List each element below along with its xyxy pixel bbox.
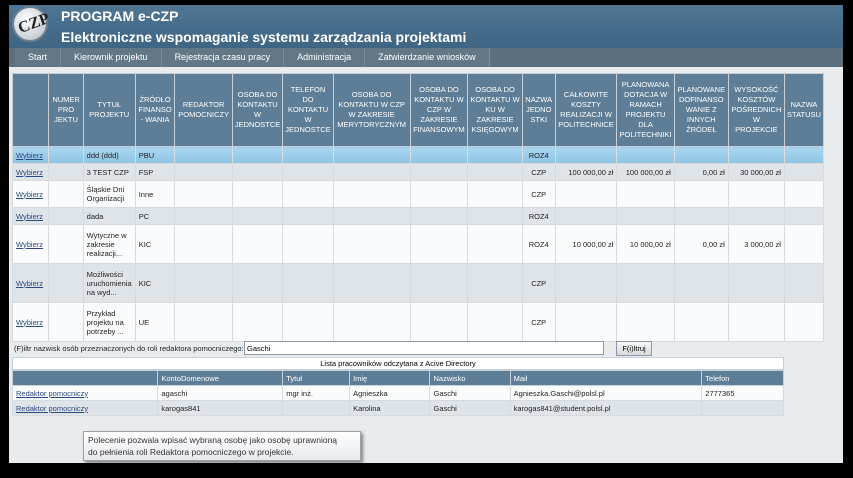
grid-cell xyxy=(468,147,523,164)
user-row xyxy=(13,401,784,416)
user-cell: Karolina xyxy=(350,401,430,416)
grid-cell xyxy=(728,208,784,225)
users-header-cell: Imię xyxy=(350,371,430,386)
project-row xyxy=(13,147,824,164)
select-cell xyxy=(13,164,49,181)
grid-cell xyxy=(674,181,728,208)
grid-header-cell: NUMER PRO JEKTU xyxy=(49,74,83,147)
grid-header-cell: ŹRÓDŁO FINANSO - WANIA xyxy=(135,74,175,147)
grid-cell xyxy=(333,303,410,342)
user-cell: mgr inż. xyxy=(283,386,350,401)
grid-cell xyxy=(175,164,232,181)
tooltip xyxy=(83,431,361,461)
select-project-link[interactable]: Wybierz xyxy=(16,317,44,327)
nav-administracja[interactable]: Administracja xyxy=(284,48,365,67)
grid-cell xyxy=(555,264,617,303)
grid-cell: 3 000,00 zł xyxy=(728,225,784,264)
grid-cell: FSP xyxy=(135,164,175,181)
grid-cell xyxy=(175,208,232,225)
grid-cell xyxy=(674,264,728,303)
users-header-cell: Mail xyxy=(510,371,702,386)
user-cell: agaschi xyxy=(158,386,283,401)
projects-grid xyxy=(12,73,824,342)
filter-input[interactable] xyxy=(244,341,604,355)
grid-cell xyxy=(410,225,468,264)
tooltip-line-2: do pełnienia roli Redaktora pomocniczego w projekcie. xyxy=(88,447,294,457)
grid-cell: ROZ4 xyxy=(522,208,555,225)
grid-cell: PBU xyxy=(135,147,175,164)
users-list xyxy=(12,357,784,416)
users-table xyxy=(12,370,784,416)
project-row xyxy=(13,164,824,181)
user-cell: 2777365 xyxy=(702,386,784,401)
grid-cell xyxy=(283,303,333,342)
select-cell xyxy=(13,303,49,342)
grid-cell xyxy=(555,208,617,225)
grid-header-cell: NAZWA JEDNO STKI xyxy=(522,74,555,147)
grid-cell xyxy=(410,303,468,342)
grid-cell xyxy=(728,147,784,164)
grid-cell xyxy=(175,264,232,303)
grid-cell: UE xyxy=(135,303,175,342)
select-cell xyxy=(13,147,49,164)
grid-cell xyxy=(555,303,617,342)
grid-cell xyxy=(784,164,823,181)
grid-cell: PC xyxy=(135,208,175,225)
grid-cell: 3 TEST CZP xyxy=(83,164,135,181)
grid-cell: 100 000,00 zł xyxy=(617,164,674,181)
assign-editor-link[interactable]: Redaktor pomocniczy xyxy=(16,403,89,413)
select-project-link[interactable]: Wybierz xyxy=(16,189,44,199)
grid-cell xyxy=(283,225,333,264)
grid-cell: ROZ4 xyxy=(522,225,555,264)
grid-cell xyxy=(283,147,333,164)
select-cell xyxy=(13,264,49,303)
grid-cell xyxy=(49,164,83,181)
grid-header-row xyxy=(13,74,824,147)
select-cell xyxy=(13,225,49,264)
user-cell: karogas841 xyxy=(158,401,283,416)
grid-cell: 0,00 zł xyxy=(674,225,728,264)
grid-cell xyxy=(333,147,410,164)
assign-cell xyxy=(13,386,158,401)
grid-cell: CZP xyxy=(522,264,555,303)
grid-cell: Przykład projektu na potrzeby ... xyxy=(83,303,135,342)
project-row xyxy=(13,225,824,264)
grid-cell xyxy=(728,303,784,342)
grid-cell xyxy=(333,164,410,181)
grid-cell xyxy=(468,208,523,225)
grid-header-cell: OSOBA DO KONTAKTU W CZP W ZAKRESIE MERYTORYCZNYM xyxy=(333,74,410,147)
grid-cell xyxy=(175,225,232,264)
projects-grid-container xyxy=(12,73,824,342)
grid-cell xyxy=(468,181,523,208)
nav-kierownik-projektu[interactable]: Kierownik projektu xyxy=(61,48,162,67)
select-project-link[interactable]: Wybierz xyxy=(16,167,44,177)
grid-cell xyxy=(333,208,410,225)
grid-cell: dada xyxy=(83,208,135,225)
filter-label: (F)iltr nazwisk osób przeznaczonych do roli redaktora pomocniczego: xyxy=(14,344,244,353)
grid-cell: CZP xyxy=(522,164,555,181)
grid-cell xyxy=(784,147,823,164)
grid-cell xyxy=(283,181,333,208)
header xyxy=(9,5,843,48)
select-cell xyxy=(13,208,49,225)
user-row xyxy=(13,386,784,401)
select-project-link[interactable]: Wybierz xyxy=(16,278,44,288)
grid-cell xyxy=(49,147,83,164)
grid-cell xyxy=(728,181,784,208)
user-cell: Gaschi xyxy=(430,386,510,401)
grid-body xyxy=(13,147,824,342)
filter-button[interactable]: F(i)ltruj xyxy=(616,341,652,356)
grid-cell xyxy=(232,164,282,181)
nav-zatwierdzanie[interactable]: Zatwierdzanie wniosków xyxy=(365,48,490,67)
grid-cell xyxy=(410,147,468,164)
grid-cell xyxy=(49,181,83,208)
grid-header-cell: OSOBA DO KONTAKTU W KU W ZAKRESIE KSIĘGOWYM xyxy=(468,74,523,147)
user-cell xyxy=(283,401,350,416)
grid-cell xyxy=(555,147,617,164)
grid-cell xyxy=(468,225,523,264)
users-body xyxy=(13,386,784,416)
grid-cell: CZP xyxy=(522,303,555,342)
grid-cell xyxy=(232,225,282,264)
grid-cell xyxy=(617,181,674,208)
nav-rejestracja-czasu[interactable]: Rejestracja czasu pracy xyxy=(162,48,285,67)
czp-logo: CZP xyxy=(12,6,48,42)
grid-header-cell: OSOBA DO KONTAKTU W JEDNOSTCE xyxy=(232,74,282,147)
grid-cell xyxy=(232,147,282,164)
grid-cell xyxy=(674,208,728,225)
grid-cell xyxy=(333,181,410,208)
select-project-link[interactable]: Wybierz xyxy=(16,150,44,160)
grid-header-cell: CAŁKOWITE KOSZTY REALIZACJI W POLITECHNICE xyxy=(555,74,617,147)
tooltip-line-1: Polecenie pozwala wpisać wybraną osobę jako osobę uprawnioną xyxy=(88,435,338,445)
grid-cell xyxy=(784,208,823,225)
grid-cell xyxy=(283,208,333,225)
users-header-cell: KontoDomenowe xyxy=(158,371,283,386)
grid-cell xyxy=(49,208,83,225)
grid-cell: Śląskie Dni Organizacji xyxy=(83,181,135,208)
project-row xyxy=(13,264,824,303)
grid-cell xyxy=(784,264,823,303)
grid-cell: 30 000,00 zł xyxy=(728,164,784,181)
project-row xyxy=(13,303,824,342)
grid-cell xyxy=(333,225,410,264)
grid-cell xyxy=(283,164,333,181)
grid-cell xyxy=(617,208,674,225)
grid-cell xyxy=(468,264,523,303)
user-cell: Agnieszka xyxy=(350,386,430,401)
select-project-link[interactable]: Wybierz xyxy=(16,239,44,249)
grid-cell xyxy=(410,264,468,303)
grid-header-cell: TELEFON DO KONTAKTU W JEDNOSTCE xyxy=(283,74,333,147)
grid-header-cell: TYTUŁ PROJEKTU xyxy=(83,74,135,147)
grid-cell xyxy=(283,264,333,303)
grid-cell xyxy=(617,264,674,303)
grid-cell xyxy=(175,181,232,208)
grid-cell xyxy=(674,147,728,164)
grid-cell xyxy=(410,208,468,225)
grid-cell xyxy=(784,303,823,342)
users-header-cell xyxy=(13,371,158,386)
grid-header-cell: PLANOWANE DOFINANSO WANIE Z INNYCH ŹRÓDEŁ xyxy=(674,74,728,147)
app-subtitle: Elektroniczne wspomaganie systemu zarządzania projektami xyxy=(61,29,467,45)
grid-cell xyxy=(175,303,232,342)
assign-editor-link[interactable]: Redaktor pomocniczy xyxy=(16,388,89,398)
grid-cell xyxy=(49,303,83,342)
grid-cell xyxy=(410,181,468,208)
filter-bar xyxy=(12,341,824,357)
grid-cell xyxy=(232,264,282,303)
grid-cell xyxy=(674,303,728,342)
grid-cell xyxy=(728,264,784,303)
assign-cell xyxy=(13,401,158,416)
grid-cell xyxy=(333,264,410,303)
grid-cell xyxy=(784,181,823,208)
grid-cell xyxy=(784,225,823,264)
users-caption: Lista pracowników odczytana z Acive Directory xyxy=(12,357,784,370)
grid-cell xyxy=(468,164,523,181)
users-header-cell: Tytuł xyxy=(283,371,350,386)
grid-cell xyxy=(410,164,468,181)
grid-header-cell: REDAKTOR POMOCNICZY xyxy=(175,74,232,147)
user-cell: Agnieszka.Gaschi@polsl.pl xyxy=(510,386,702,401)
grid-header-cell xyxy=(13,74,49,147)
grid-cell: ddd (ddd) xyxy=(83,147,135,164)
grid-cell: 10 000,00 zł xyxy=(617,225,674,264)
grid-cell: CZP xyxy=(522,181,555,208)
grid-cell: KIC xyxy=(135,264,175,303)
grid-cell: 0,00 zł xyxy=(674,164,728,181)
grid-cell: Możliwości uruchomienia na wyd... xyxy=(83,264,135,303)
grid-header-cell: WYSOKOŚĆ KOSZTÓW POŚREDNICH W PROJEKCIE xyxy=(728,74,784,147)
grid-cell xyxy=(49,264,83,303)
user-cell: karogas841@student.polsl.pl xyxy=(510,401,702,416)
grid-cell xyxy=(617,303,674,342)
grid-cell xyxy=(232,303,282,342)
project-row xyxy=(13,181,824,208)
project-row xyxy=(13,208,824,225)
grid-header-cell: OSOBA DO KONTAKTU W CZP W ZAKRESIE FINANSOWYM xyxy=(410,74,468,147)
grid-cell: ROZ4 xyxy=(522,147,555,164)
grid-cell xyxy=(175,147,232,164)
grid-cell: 100 000,00 zł xyxy=(555,164,617,181)
grid-cell xyxy=(49,225,83,264)
grid-cell xyxy=(555,181,617,208)
grid-cell: KIC xyxy=(135,225,175,264)
main-nav xyxy=(9,48,843,67)
select-cell xyxy=(13,181,49,208)
app-title: PROGRAM e-CZP xyxy=(61,8,179,24)
grid-cell: Wytyczne w zakresie realizacji... xyxy=(83,225,135,264)
users-header-cell: Nazwisko xyxy=(430,371,510,386)
grid-header-cell: PLANOWANA DOTACJA W RAMACH PROJEKTU DLA POLITECHNIKI xyxy=(617,74,674,147)
grid-cell xyxy=(468,303,523,342)
select-project-link[interactable]: Wybierz xyxy=(16,211,44,221)
user-cell xyxy=(702,401,784,416)
users-header-cell: Telefon xyxy=(702,371,784,386)
users-header-row xyxy=(13,371,784,386)
user-cell: Gaschi xyxy=(430,401,510,416)
nav-start[interactable]: Start xyxy=(15,48,61,67)
grid-header-cell: NAZWA STATUSU xyxy=(784,74,823,147)
grid-cell xyxy=(232,181,282,208)
grid-cell xyxy=(617,147,674,164)
grid-cell: 10 000,00 zł xyxy=(555,225,617,264)
grid-cell: Inne xyxy=(135,181,175,208)
grid-cell xyxy=(232,208,282,225)
